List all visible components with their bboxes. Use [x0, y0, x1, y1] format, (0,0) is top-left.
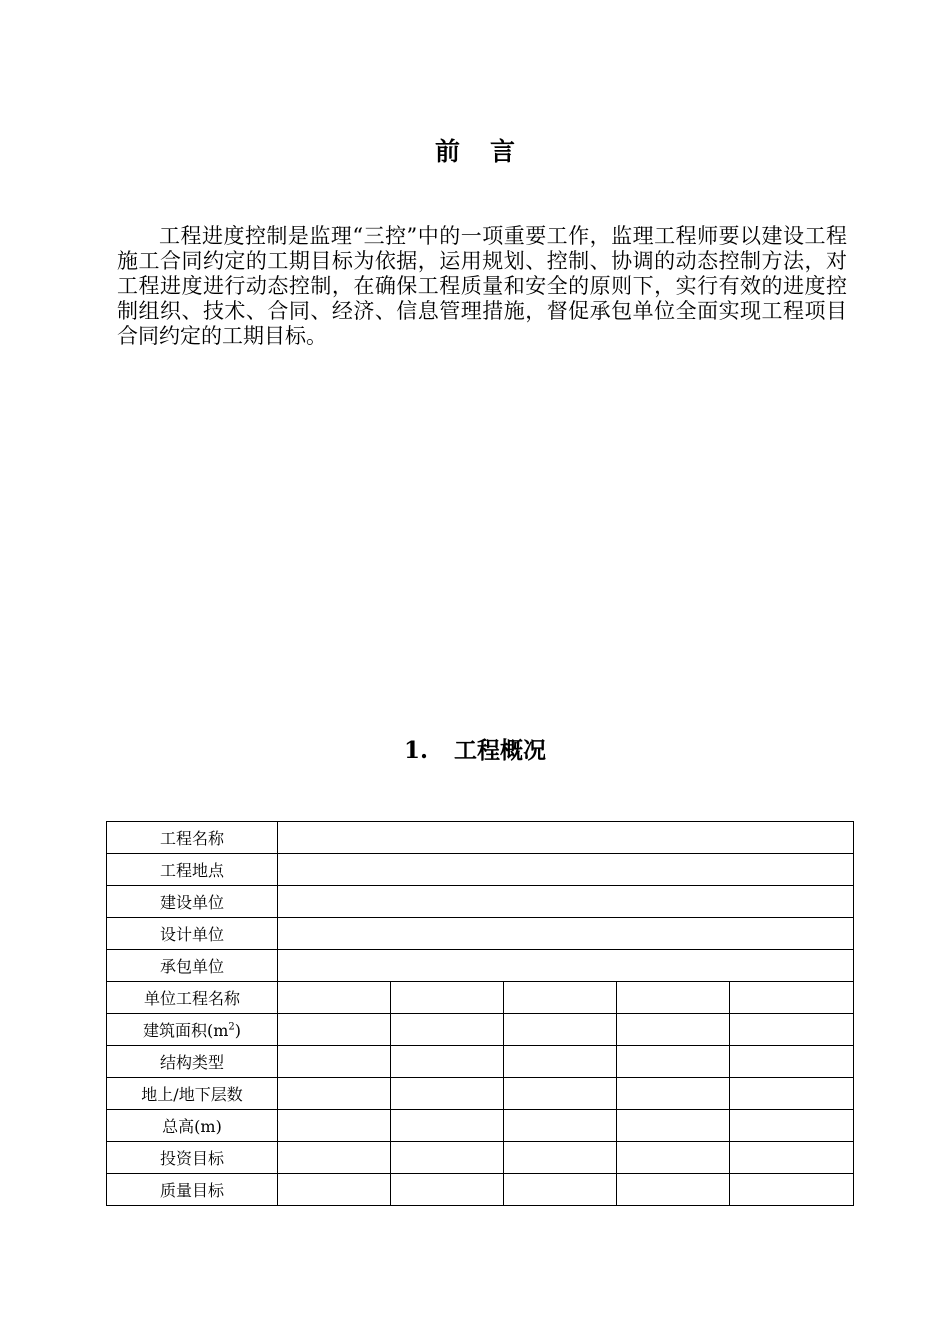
table-cell [617, 1142, 730, 1174]
table-cell [730, 1174, 854, 1206]
table-cell [278, 1174, 391, 1206]
table-row [107, 1174, 854, 1206]
table-cell [730, 982, 854, 1014]
table-cell [504, 1078, 617, 1110]
table-cell [278, 822, 854, 854]
table-cell [730, 1142, 854, 1174]
row-label: 工程地点 [107, 854, 278, 886]
preface-title: 前言 [434, 137, 545, 166]
table-row [107, 1078, 854, 1110]
table-cell [504, 1014, 617, 1046]
table-cell [504, 982, 617, 1014]
table-cell [278, 918, 854, 950]
project-overview-table [106, 821, 854, 1206]
table-row [107, 1046, 854, 1078]
table-cell [730, 1078, 854, 1110]
table-cell [391, 982, 504, 1014]
table-cell [730, 1110, 854, 1142]
table-row [107, 822, 854, 854]
row-label: 质量目标 [107, 1174, 278, 1206]
area-label-suffix: ) [234, 1021, 242, 1040]
table-cell [617, 982, 730, 1014]
row-label: 总高(m) [107, 1110, 278, 1142]
area-superscript: 2 [228, 1021, 235, 1033]
row-label: 工程名称 [107, 822, 278, 854]
area-label-text: 建筑面积(m [142, 1021, 229, 1040]
table-cell [617, 1110, 730, 1142]
table-row [107, 854, 854, 886]
table-cell [278, 1110, 391, 1142]
table-cell [391, 1142, 504, 1174]
table-cell [504, 1174, 617, 1206]
table-cell [391, 1174, 504, 1206]
table-cell [391, 1078, 504, 1110]
table-cell [730, 1046, 854, 1078]
table-cell [278, 982, 391, 1014]
table-cell [504, 1046, 617, 1078]
section-heading [0, 732, 950, 765]
table-cell [278, 886, 854, 918]
table-row [107, 982, 854, 1014]
table-cell [391, 1046, 504, 1078]
table-row [107, 918, 854, 950]
table-row [107, 950, 854, 982]
row-label: 投资目标 [107, 1142, 278, 1174]
table-cell [278, 1046, 391, 1078]
table-cell [391, 1110, 504, 1142]
table-row [107, 1014, 854, 1046]
table-cell [617, 1174, 730, 1206]
table-row [107, 886, 854, 918]
table-cell [730, 1014, 854, 1046]
table-cell [391, 1014, 504, 1046]
table-cell [278, 950, 854, 982]
section-title: 工程概况 [454, 737, 546, 764]
table-cell [617, 1046, 730, 1078]
table-cell [278, 1014, 391, 1046]
table-cell [278, 854, 854, 886]
section-number: 1. [403, 737, 428, 764]
table-cell [504, 1142, 617, 1174]
table-cell [504, 1110, 617, 1142]
row-label: 地上/地下层数 [107, 1078, 278, 1110]
table-cell [617, 1014, 730, 1046]
row-label: 设计单位 [107, 918, 278, 950]
table-cell [617, 1078, 730, 1110]
row-label: 承包单位 [107, 950, 278, 982]
row-label: 建设单位 [107, 886, 278, 918]
preface-paragraph: 工程进度控制是监理“三控”中的一项重要工作，监理工程师要以建设工程施工合同约定的工期目标为依据，运用规划、控制、协调的动态控制方法，对工程进度进行动态控制，在确保工程质量和安全的原则下，实行有效的进度控制组织、技术、合同、经济、信息管理措施，督促承包单位全面实现工程项目合同约定的工期目标。 [117, 224, 847, 348]
row-label: 结构类型 [107, 1046, 278, 1078]
table-cell [278, 1078, 391, 1110]
table-row [107, 1110, 854, 1142]
row-label: 单位工程名称 [107, 982, 278, 1014]
table-cell [278, 1142, 391, 1174]
row-label-area [107, 1014, 278, 1046]
table-row [107, 1142, 854, 1174]
